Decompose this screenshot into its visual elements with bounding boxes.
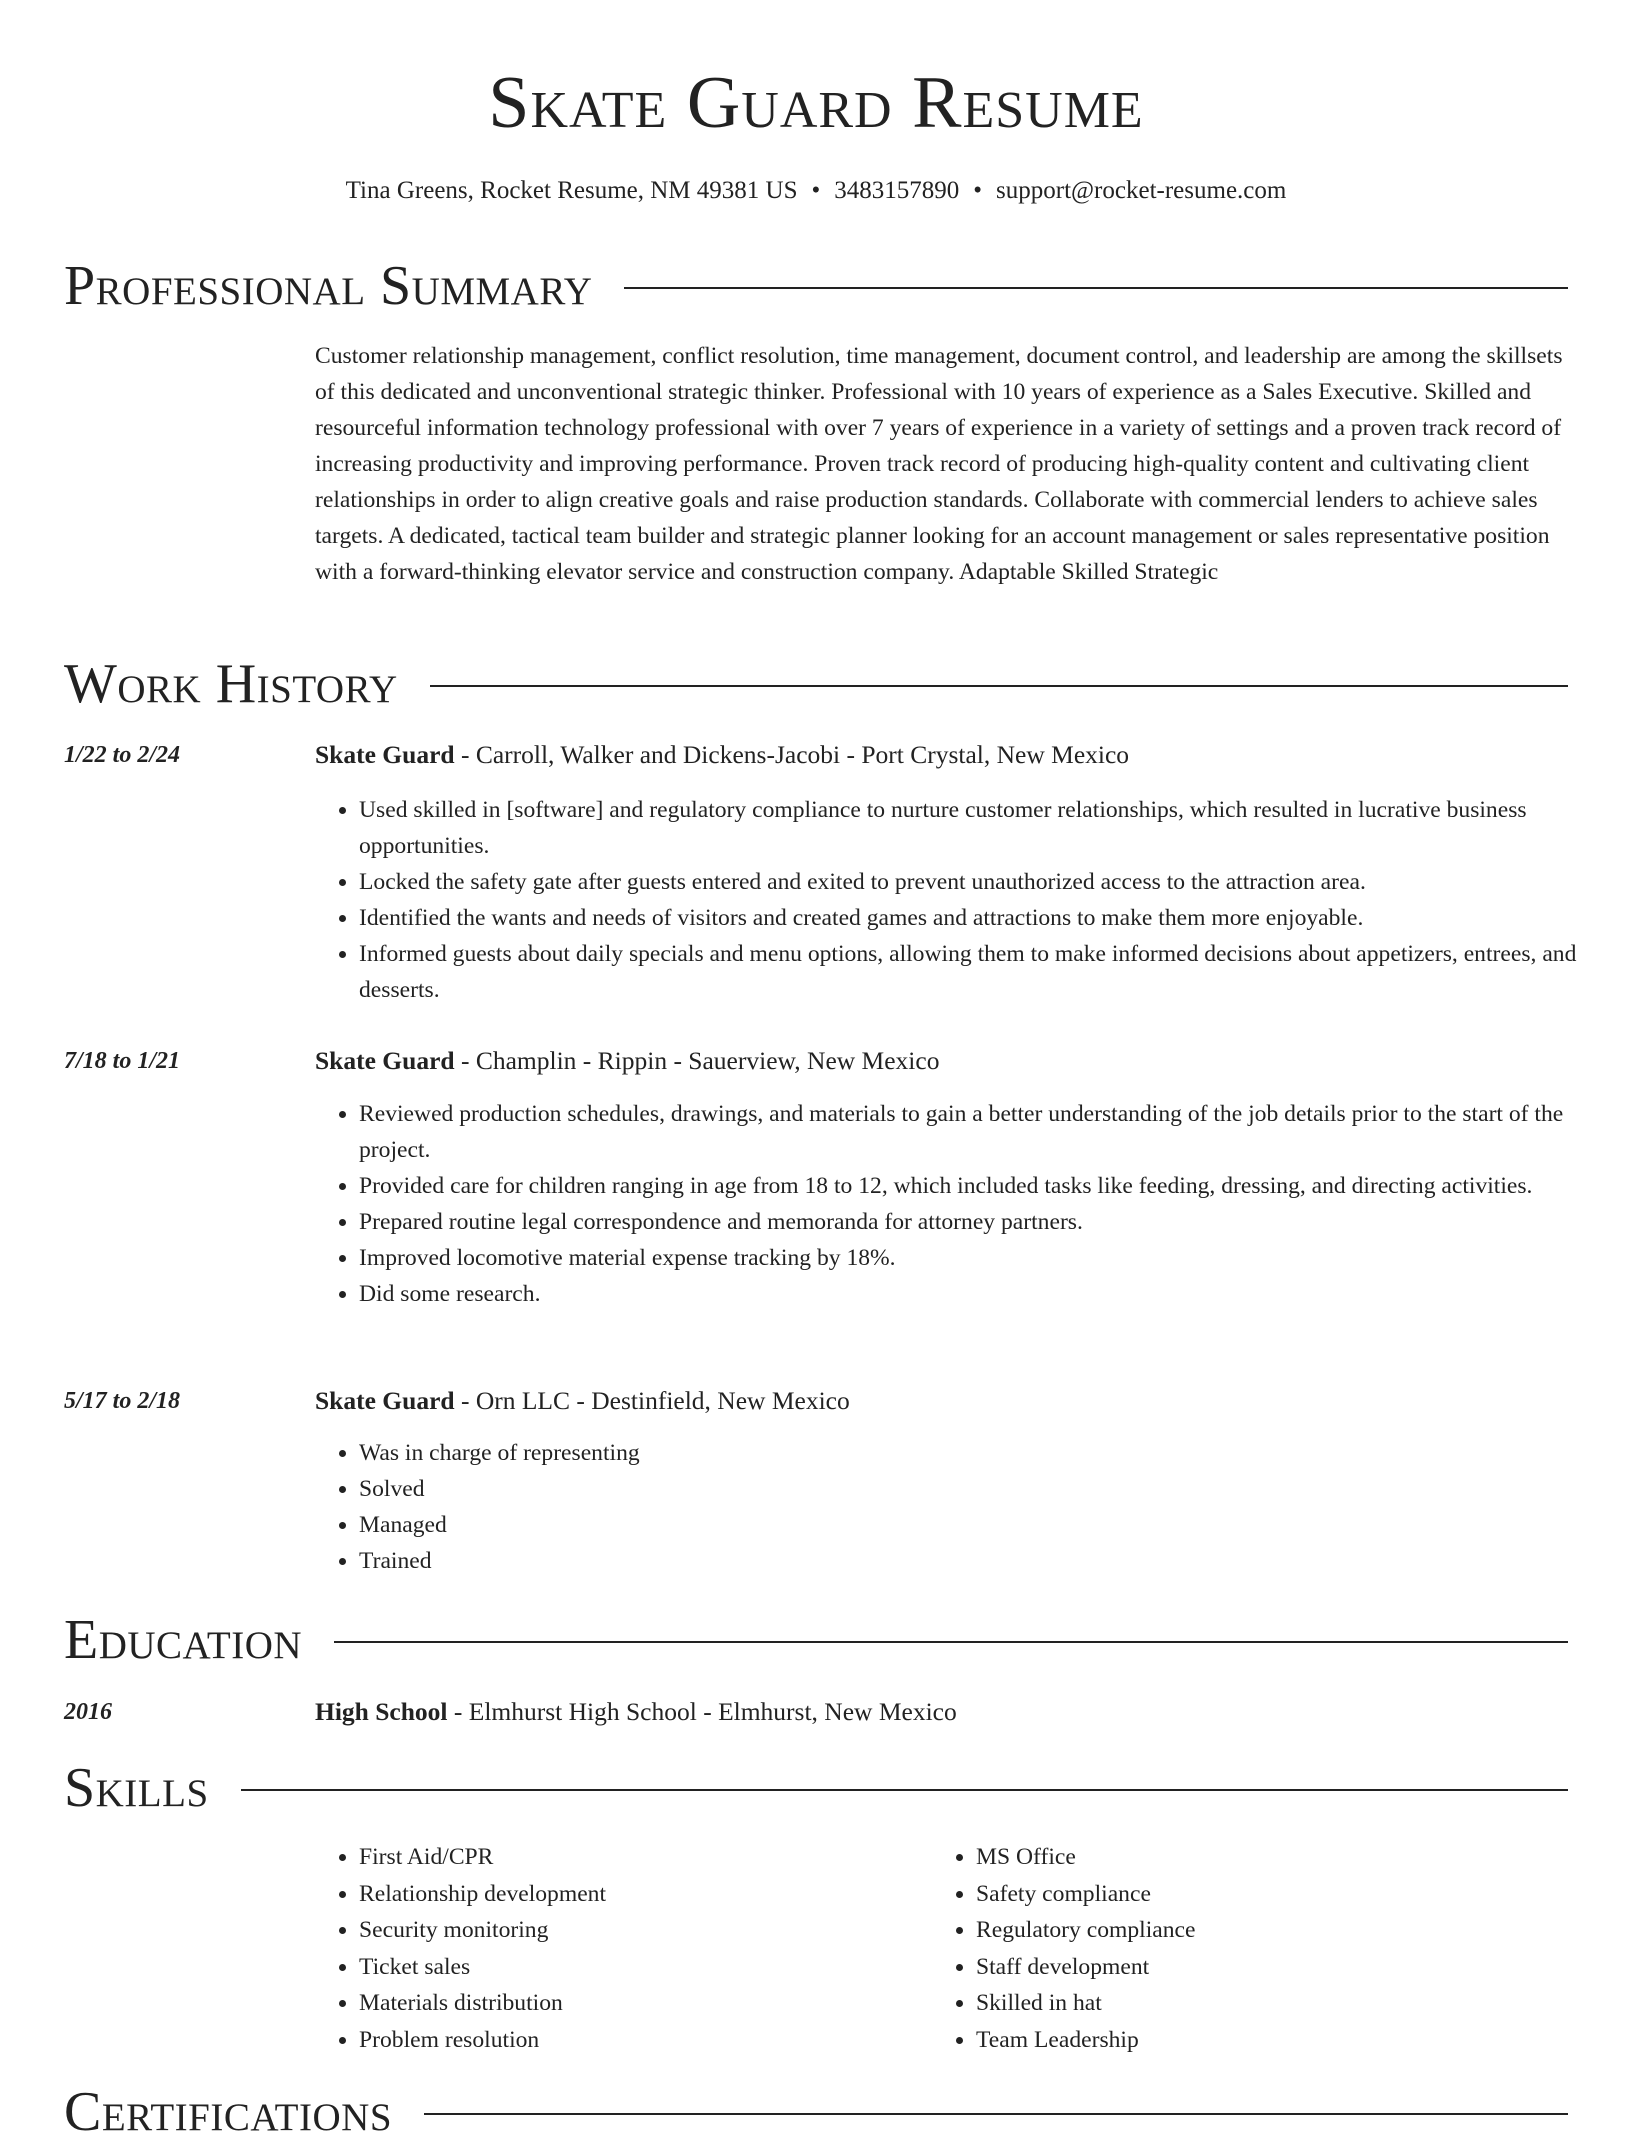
summary-text: Customer relationship management, conflict resolution, time management, document control, and leadership are among the skillsets of this dedicated and unconventional strategic thinker. Professional with 10 years of experience as a Sales Executive. Skilled and resourceful information technology professional with over 7 years of experience in a variety of settings and a proven track record of increasing productivity and improving performance. Proven track record of producing high-quality content and cultivating client relationships in order to align creative goals and raise production standards. Collaborate with commercial lenders to achieve sales targets. A dedicated, tactical team builder and strategic planner looking for an account management or sales representative position with a forward-thinking elevator service and construction company. Adaptable Skilled Strategic	[315, 343, 1563, 585]
list-item: • Reviewed production schedules, drawings, and materials to gain a better understanding of the job details prior to the start of the project.	[359, 1096, 1612, 1168]
job-bullets	[315, 792, 1612, 1008]
job-title: Skate Guard	[315, 1386, 455, 1415]
work-heading: Work History	[64, 653, 398, 715]
list-item: • Provided care for children ranging in age from 18 to 12, which included tasks like feeding, dressing, and directing activities.	[359, 1168, 1612, 1204]
section-divider	[241, 1789, 1568, 1791]
skill-item: • Problem resolution	[359, 2022, 606, 2059]
separator-dot: •	[811, 177, 821, 204]
education-section-header	[64, 1608, 1568, 1672]
resume-title: Skate Guard Resume	[488, 62, 1144, 144]
contact-line	[0, 174, 1632, 208]
skill-item: • Team Leadership	[976, 2022, 1195, 2059]
section-divider	[624, 287, 1568, 289]
list-item: • Prepared routine legal correspondence and memoranda for attorney partners.	[359, 1204, 1612, 1240]
job-details: - Champlin - Rippin - Sauerview, New Mexico	[454, 1046, 940, 1075]
skill-item: • Materials distribution	[359, 1985, 606, 2022]
list-item: • Locked the safety gate after guests entered and exited to prevent unauthorized access to the attraction area.	[359, 864, 1612, 900]
contact-email: support@rocket-resume.com	[996, 177, 1287, 204]
list-item: • Was in charge of representing	[359, 1435, 1612, 1471]
skills-heading: Skills	[64, 1757, 209, 1819]
skill-item: • First Aid/CPR	[359, 1839, 606, 1876]
skill-item: • Skilled in hat	[976, 1985, 1195, 2022]
job-header	[315, 738, 1129, 772]
contact-address: Tina Greens, Rocket Resume, NM 49381 US	[345, 177, 798, 204]
education-entry	[315, 1695, 957, 1729]
skills-list-right	[932, 1839, 1195, 2058]
list-item: • Managed	[359, 1507, 1612, 1543]
skills-list-left	[315, 1839, 606, 2058]
job-dates: 1/22 to 2/24	[64, 742, 181, 768]
summary-heading: Professional Summary	[64, 255, 593, 317]
separator-dot: •	[973, 177, 983, 204]
list-item: • Trained	[359, 1543, 1612, 1579]
job-dates: 7/18 to 1/21	[64, 1048, 181, 1074]
list-item: • Identified the wants and needs of visitors and created games and attractions to make them more enjoyable.	[359, 900, 1612, 936]
section-divider	[424, 2113, 1568, 2115]
list-item: • Improved locomotive material expense tracking by 18%.	[359, 1240, 1612, 1276]
certifications-section-header	[64, 2080, 1568, 2144]
section-divider	[334, 1641, 1568, 1643]
skill-item: • Ticket sales	[359, 1949, 606, 1986]
job-dates: 5/17 to 2/18	[64, 1388, 181, 1414]
job-header	[315, 1044, 939, 1078]
job-title: Skate Guard	[315, 740, 455, 769]
section-divider	[430, 685, 1568, 687]
work-section-header	[64, 652, 1568, 716]
summary-section-header	[64, 254, 1568, 318]
job-details: - Orn LLC - Destinfield, New Mexico	[454, 1386, 850, 1415]
skills-section-header	[64, 1756, 1568, 1820]
education-details: - Elmhurst High School - Elmhurst, New Mexico	[447, 1697, 957, 1726]
job-bullets	[315, 1435, 1612, 1579]
list-item: • Did some research.	[359, 1276, 1612, 1312]
list-item: • Informed guests about daily specials and menu options, allowing them to make informed decisions about appetizers, entrees, and desserts.	[359, 936, 1612, 1008]
list-item: • Solved	[359, 1471, 1612, 1507]
skill-item: • Staff development	[976, 1949, 1195, 1986]
skill-item: • Relationship development	[359, 1876, 606, 1913]
job-bullets	[315, 1096, 1612, 1312]
job-header	[315, 1384, 850, 1418]
certifications-heading: Certifications	[64, 2081, 393, 2143]
list-item: • Used skilled in [software] and regulatory compliance to nurture customer relationships, which resulted in lucrative business opportunities.	[359, 792, 1612, 864]
education-degree: High School	[315, 1697, 448, 1726]
skill-item: • Safety compliance	[976, 1876, 1195, 1913]
contact-phone: 3483157890	[834, 177, 960, 204]
skill-item: • Regulatory compliance	[976, 1912, 1195, 1949]
skill-item: • Security monitoring	[359, 1912, 606, 1949]
job-title: Skate Guard	[315, 1046, 455, 1075]
education-date: 2016	[64, 1699, 112, 1725]
skill-item: • MS Office	[976, 1839, 1195, 1876]
job-details: - Carroll, Walker and Dickens-Jacobi - Port Crystal, New Mexico	[454, 740, 1130, 769]
education-heading: Education	[64, 1609, 303, 1671]
